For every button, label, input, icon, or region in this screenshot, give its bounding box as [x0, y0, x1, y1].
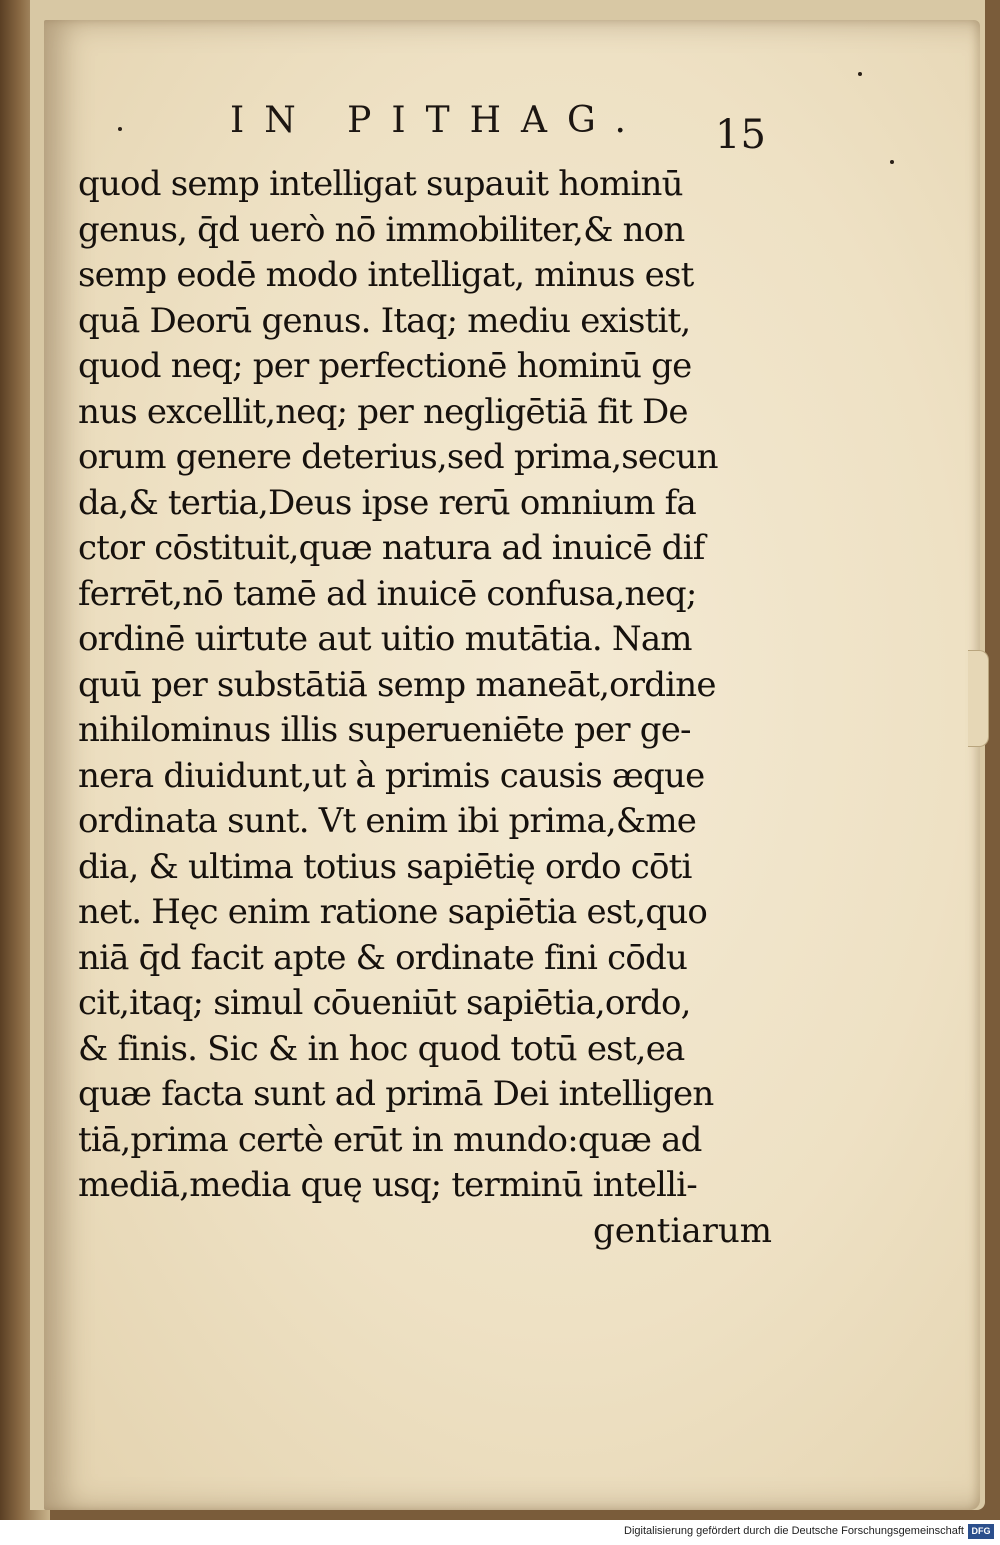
text-line: nihilominus illis superueniēte per ge-: [78, 710, 691, 750]
page-tab: [968, 650, 989, 747]
text-line: quæ facta sunt ad primā Dei intelligen: [78, 1074, 714, 1114]
text-line: genus, q̄d uerò nō immobiliter,& non: [78, 209, 685, 250]
stain-dot: [118, 127, 122, 131]
text-line: tiā,prima certè erūt in mundo:quæ ad: [78, 1119, 702, 1160]
text-line: da,& tertia,Deus ipse rerū omnium fa: [78, 482, 696, 523]
running-head: IN PITHAG.: [230, 100, 646, 141]
body-text: [78, 162, 778, 1254]
text-line: niā q̄d facit apte & ordinate fini cōdu: [78, 937, 688, 978]
text-line: net. Hęc enim ratione sapiētia est,quo: [78, 892, 708, 932]
text-line: semp eodē modo intelligat, minus est: [78, 255, 694, 295]
text-line: & finis. Sic & in hoc quod totū est,ea: [78, 1028, 685, 1069]
text-line: orum genere deterius,sed prima,secun: [78, 437, 718, 477]
text-line: quū per substātiā semp maneāt,ordine: [78, 664, 716, 705]
text-line: ordinē uirtute aut uitio mutātia. Nam: [78, 619, 692, 659]
catchword: gentiarum: [593, 1210, 772, 1251]
stain-dot: [858, 72, 862, 76]
text-line: mediā,media quę usq; terminū intelli-: [78, 1165, 697, 1205]
text-line: dia, & ultima totius sapiētię ordo cōti: [78, 846, 692, 887]
dfg-logo-icon: DFG: [968, 1524, 994, 1539]
text-line: nus excellit,neq; per negligētiā fit De: [78, 391, 688, 432]
stain-dot: [890, 160, 894, 164]
text-line: nera diuidunt,ut à primis causis æque: [78, 755, 705, 796]
text-line: quā Deorū genus. Itaq; mediu existit,: [78, 300, 691, 341]
footer-credit: Digitalisierung gefördert durch die Deutsche Forschungsgemeinschaft: [624, 1525, 964, 1537]
footer-bar: [0, 1520, 1000, 1545]
text-line: quod neq; per perfectionē hominū ge: [78, 346, 692, 386]
text-line: ctor cōstituit,quæ natura ad inuicē dif: [78, 528, 705, 568]
text-line: ferrēt,nō tamē ad inuicē confusa,neq;: [78, 573, 697, 614]
text-line: cit,itaq; simul cōueniūt sapiētia,ordo,: [78, 983, 691, 1023]
page-number: 15: [715, 112, 766, 158]
text-line: quod semp intelligat supauit hominū: [78, 164, 683, 204]
text-line: ordinata sunt. Vt enim ibi prima,&me: [78, 801, 697, 841]
